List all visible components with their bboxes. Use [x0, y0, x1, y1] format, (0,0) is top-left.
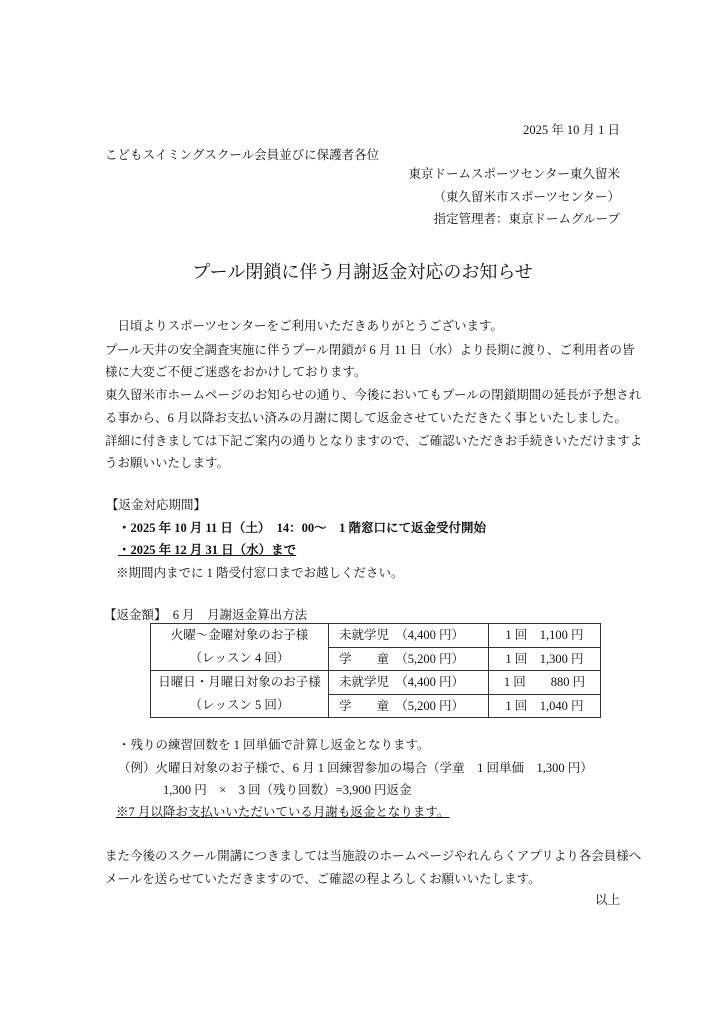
refund-table: [150, 623, 601, 718]
per-lesson: 1 回 880 円: [489, 671, 601, 695]
body-line: 詳細に付きましては下記ご案内の通りとなりますので、ご確認いただきお手続きいただけますよ: [105, 434, 643, 448]
note-line: 1,300 円 × 3 回（残り回数）=3,900 円返金: [163, 783, 412, 797]
body-line: うお願いいたします。: [105, 456, 230, 470]
per-lesson: 1 回 1,300 円: [489, 647, 601, 671]
period-end: ・2025 年 12 月 31 日（水）まで: [118, 543, 297, 557]
closing-line: また今後のスクール開講につきましては当施設のホームページやれんらくアプリより各会員様へ: [105, 849, 642, 863]
per-lesson: 1 回 1,100 円: [489, 624, 601, 648]
recipient: こどもスイミングスクール会員並びに保護者各位: [105, 148, 380, 162]
body-line: 様に大変ご不便ご迷惑をおかけしております。: [105, 365, 367, 379]
fee-type: 未就学児 （4,400 円）: [329, 671, 489, 695]
document-title: プール閉鎖に伴う月謝返金対応のお知らせ: [192, 262, 533, 282]
fee-type: 学 童 （5,200 円）: [329, 647, 489, 671]
fee-type: 学 童 （5,200 円）: [329, 694, 489, 718]
end-mark: 以上: [594, 893, 620, 907]
period-start: ・2025 年 10 月 11 日（土） 14：00～ 1 階窓口にて返金受付開始: [118, 521, 487, 535]
note-line: （例）火曜日対象のお子様で、6 月 1 回練習参加の場合（学童 1 回単価 1,300 円）: [118, 761, 593, 775]
period-heading: 【返金対応期間】: [106, 498, 207, 512]
body-line: 日頃よりスポーツセンターをご利用いただきありがとうございます。: [105, 319, 504, 333]
sender-line: 指定管理者：東京ドームグループ: [433, 212, 620, 226]
fee-type: 未就学児 （4,400 円）: [329, 624, 489, 648]
table-row: [151, 671, 601, 695]
body-line: プール天井の安全調査実施に伴うプール閉鎖が 6 月 11 日（水）より長期に渡り、ご利用者の皆: [105, 343, 635, 357]
sender-line: 東京ドームスポーツセンター東久留米: [408, 167, 620, 181]
amount-heading: 【返金額】 6 月 月謝返金算出方法: [104, 608, 308, 622]
table-row: [151, 624, 601, 648]
body-line: る事から、6 月以降お支払い済みの月謝に関して返金させていただきたく事といたしました。: [105, 411, 627, 425]
body-line: 東久留米市ホームページのお知らせの通り、今後においてもプールの閉鎖期間の延長が予想され: [105, 388, 642, 402]
per-lesson: 1 回 1,040 円: [489, 694, 601, 718]
group-cell: 日曜日・月曜日対象のお子様 （レッスン 5 回）: [151, 671, 329, 718]
period-note: ※期間内までに 1 階受付窓口までお越しください。: [116, 566, 404, 580]
note-line: ※7 月以降お支払いいただいている月謝も返金となります。: [116, 805, 450, 819]
document-date: 2025 年 10 月 1 日: [523, 123, 620, 137]
group-cell: 火曜～金曜対象のお子様 （レッスン 4 回）: [151, 624, 329, 671]
closing-line: メールを送らせていただきますので、ご確認の程よろしくお願いいたします。: [105, 872, 541, 886]
note-line: ・残りの練習回数を 1 回単価で計算し返金となります。: [118, 738, 430, 752]
sender-line: （東久留米市スポーツセンター）: [433, 190, 620, 204]
